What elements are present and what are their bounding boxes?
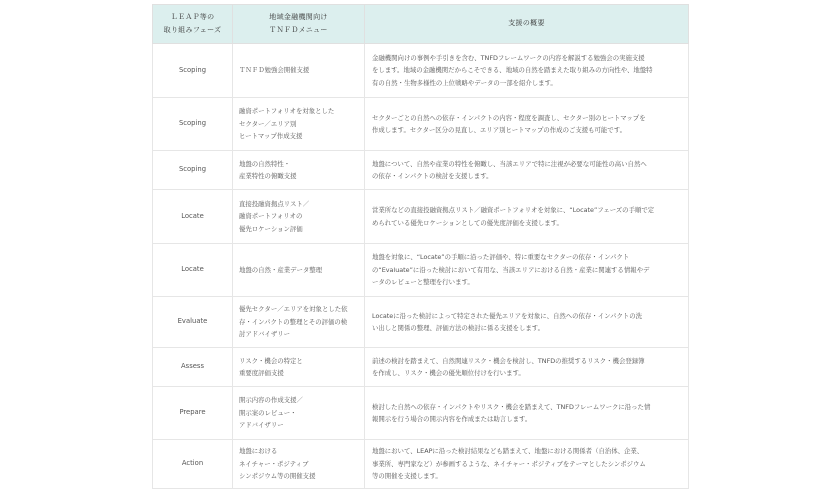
phase-cell: Evaluate <box>153 297 233 348</box>
phase-cell: Locate <box>153 244 233 297</box>
description-line: 金融機関向けの事例や手引きを含む、TNFDフレームワークの内容を解説する勉強会の実施支援 <box>372 53 645 62</box>
description-line: セクターごとの自然への依存・インパクトの内容・程度を調査し、セクター別のヒートマップを <box>372 113 646 122</box>
description-cell <box>365 98 689 151</box>
header-menu-line: 地域金融機関向け <box>269 12 328 21</box>
menu-cell <box>233 98 365 151</box>
menu-line: 地盤における <box>239 447 278 456</box>
description-line: 検討した自然への依存・インパクトやリスク・機会を踏まえて、TNFDフレームワークに沿った情 <box>372 402 651 411</box>
description-line: い出しと関係の整理、評価方法の検討に係る支援をします。 <box>372 324 545 332</box>
description-line: 報開示を行う場合の開示内容を作成または助言します。 <box>372 415 532 423</box>
menu-line: 優先セクター／エリアを対象とした依 <box>239 305 348 314</box>
menu-line: 融資ポートフォリオを対象とした <box>239 107 335 116</box>
header-summary: 支援の概要 <box>365 5 689 44</box>
description-line: 地盤について、自然や産業の特性を俯瞰し、当該エリアで特に注視が必要な可能性の高い自然へ <box>372 159 647 168</box>
menu-cell <box>233 348 365 387</box>
description-line: 有の自然・生物多様性の上位戦略やデータの一部を紹介します。 <box>372 78 557 87</box>
description-line: 作成します。セクター区分の見直し、エリア別ヒートマップの作成のご支援も可能です。 <box>372 126 626 134</box>
table-row <box>153 440 689 489</box>
phase-cell: Scoping <box>153 98 233 151</box>
description-line: 地盤を対象に、“Locate”の手順に沿った評価や、特に重要なセクターの依存・インパクト <box>372 253 630 262</box>
menu-line: 融資ポートフォリオの <box>239 212 303 221</box>
header-menu <box>233 5 365 44</box>
menu-cell <box>233 244 365 297</box>
menu-line: 存・インパクトの整理とその評価の検 <box>239 317 348 326</box>
menu-line: 優先ロケーション評価 <box>239 224 303 233</box>
table-row <box>153 244 689 297</box>
menu-line: 地盤の自然特性・ <box>239 159 291 168</box>
table-row <box>153 151 689 190</box>
table-row <box>153 98 689 151</box>
description-line: められている優先ロケーションとしての優先度評価を支援します。 <box>372 218 563 227</box>
description-line: の依存・インパクトの検討を支援します。 <box>372 172 493 180</box>
menu-cell <box>233 297 365 348</box>
phase-cell: Locate <box>153 190 233 244</box>
menu-line: 産業特性の俯瞰支援 <box>239 172 297 180</box>
menu-line: アドバイザリー <box>239 421 284 430</box>
description-line: 前述の検討を踏まえて、自然関連リスク・機会を検討し、TNFDの推奨するリスク・機会登録簿 <box>372 356 645 365</box>
menu-line: 重要度評価支援 <box>239 369 284 377</box>
menu-line: 開示案のレビュー・ <box>239 408 297 417</box>
phase-cell: Assess <box>153 348 233 387</box>
menu-line: ヒートマップ作成支援 <box>239 132 303 141</box>
table-row <box>153 348 689 387</box>
menu-cell <box>233 387 365 440</box>
description-line: 等の開催を支援します。 <box>372 472 442 481</box>
header-phase-line: 取り組みフェーズ <box>163 26 222 34</box>
description-line: ータのレビューと整理を行います。 <box>372 278 474 287</box>
description-cell <box>365 190 689 244</box>
menu-line: リスク・機会の特定と <box>239 356 303 365</box>
description-cell <box>365 151 689 190</box>
support-menu-table-container <box>152 4 688 489</box>
description-cell <box>365 440 689 489</box>
table-header-row <box>153 5 689 44</box>
menu-cell <box>233 440 365 489</box>
menu-line: ネイチャー・ポジティブ <box>239 459 309 468</box>
menu-line: 開示内容の作成支援／ <box>239 396 303 405</box>
tnfd-support-table <box>152 4 689 489</box>
description-cell <box>365 44 689 98</box>
table-row <box>153 387 689 440</box>
description-line: をします。地域の金融機関だからこそできる、地域の自然を踏まえた取り組みの方向性や、地盤特 <box>372 66 653 75</box>
description-cell <box>365 387 689 440</box>
description-cell <box>365 297 689 348</box>
menu-line: 直接投融資拠点リスト／ <box>239 199 310 208</box>
table-row <box>153 44 689 98</box>
phase-cell: Scoping <box>153 151 233 190</box>
description-line: の“Evaluate”に沿った検討において有用な、当該エリアにおける自然・産業に関連する情報やデ <box>372 265 650 274</box>
description-line: Locateに沿った検討によって特定された優先エリアを対象に、自然への依存・インパクトの洗 <box>372 311 643 320</box>
menu-line: セクター／エリア別 <box>239 119 297 128</box>
description-line: 地盤において、LEAPに沿った検討結果なども踏まえて、地盤における関係者（自治体、企業、 <box>372 447 644 456</box>
menu-cell <box>233 44 365 98</box>
phase-cell: Prepare <box>153 387 233 440</box>
menu-cell <box>233 190 365 244</box>
header-phase-line: ＬＥＡＰ等の <box>170 12 215 21</box>
menu-line: 討アドバイザリー <box>239 330 290 339</box>
header-phase <box>153 5 233 44</box>
phase-cell: Action <box>153 440 233 489</box>
menu-cell <box>233 151 365 190</box>
menu-line: ＴＮＦＤ勉強会開催支援 <box>239 66 310 75</box>
table-row <box>153 190 689 244</box>
menu-line: シンポジウム等の開催支援 <box>239 472 316 481</box>
phase-cell: Scoping <box>153 44 233 98</box>
description-line: 営業所などの直接投融資拠点リスト／融資ポートフォリオを対象に、“Locate”フェーズの手順で定 <box>372 206 655 215</box>
table-row <box>153 297 689 348</box>
description-line: 事業所、専門家など）が参画するような、ネイチャー・ポジティブをテーマとしたシンポジウム <box>372 459 646 468</box>
description-line: を作成し、リスク・機会の優先順位付けを行います。 <box>372 369 525 377</box>
description-cell <box>365 348 689 387</box>
description-cell <box>365 244 689 297</box>
menu-line: 地盤の自然・産業データ整理 <box>239 265 323 274</box>
header-menu-line: ＴＮＦＤメニュー <box>269 26 328 34</box>
